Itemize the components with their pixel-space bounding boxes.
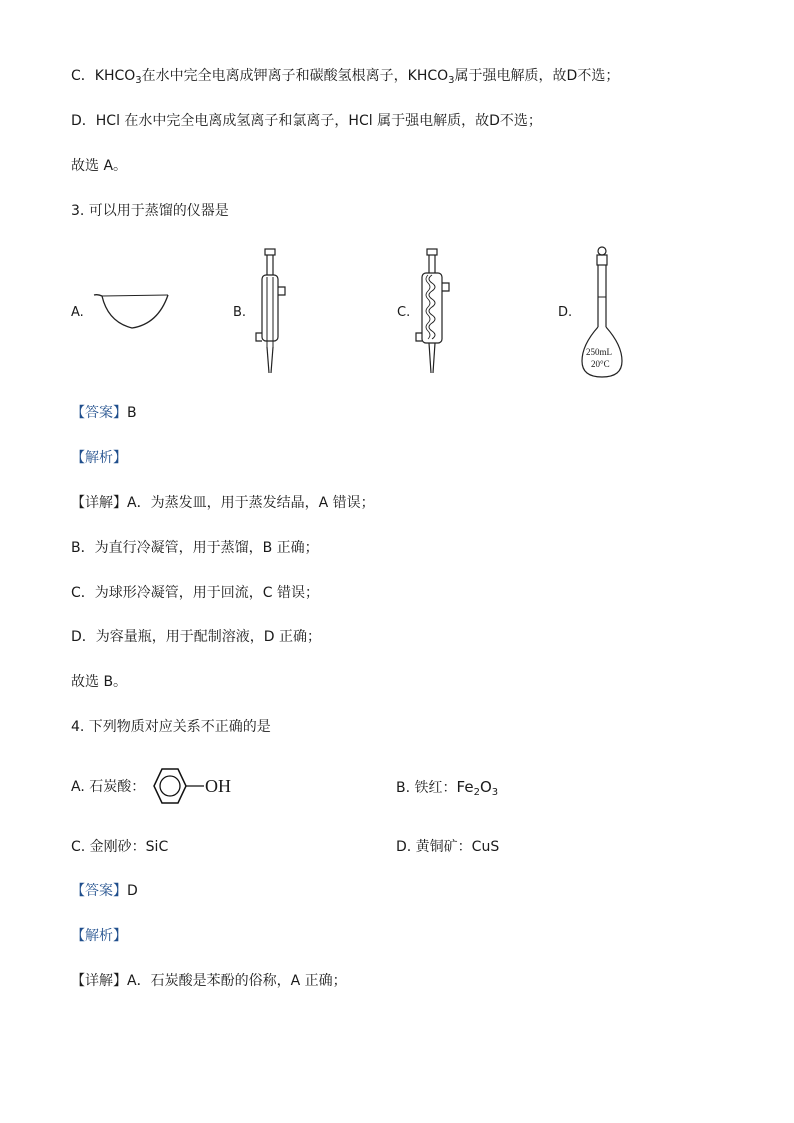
question-3-stem: 3. 可以用于蒸馏的仪器是 bbox=[71, 203, 229, 219]
q3-analysis-tag: 【解析】 bbox=[71, 450, 127, 466]
q3-detail-d: D．为容量瓶，用于配制溶液，D 正确； bbox=[71, 629, 322, 645]
q3-option-b-label: B. bbox=[233, 305, 247, 320]
straight-condenser-figure bbox=[252, 247, 292, 377]
c-option-explanation: C．$KHCO_3$在水中完全电离成钾离子和碳酸氢根离子，$KHCO_3$属于强电解质，故D不选； bbox=[71, 68, 620, 86]
q4-answer bbox=[71, 882, 138, 900]
q4-detail-a: 【详解】A．石炭酸是苯酚的俗称，A 正确； bbox=[71, 973, 347, 989]
answer-value: D bbox=[127, 883, 138, 899]
detail-tag: 【详解】 bbox=[71, 495, 127, 511]
q4-option-c: C. 金刚砂：SiC bbox=[71, 839, 169, 855]
previous-conclusion: 故选 A。 bbox=[71, 158, 128, 174]
detail-tag: 【详解】 bbox=[71, 973, 127, 989]
q3-answer bbox=[71, 404, 137, 422]
flask-volume-label: 250mL bbox=[586, 347, 612, 357]
q4-option-d: D. 黄铜矿：CuS bbox=[396, 839, 500, 855]
q3-conclusion: 故选 B。 bbox=[71, 674, 128, 690]
q3-option-a-label: A. bbox=[71, 305, 84, 320]
answer-tag: 【答案】 bbox=[71, 883, 127, 899]
q4-analysis-tag: 【解析】 bbox=[71, 928, 127, 944]
q3-option-d-label: D. bbox=[558, 305, 573, 320]
phenol-oh-text: OH bbox=[205, 776, 231, 796]
answer-value: B bbox=[127, 405, 137, 421]
q4-option-b: B. 铁红：$Fe_2O_3$ bbox=[396, 778, 499, 798]
bulb-condenser-figure bbox=[414, 247, 454, 377]
q4-option-a: A. 石炭酸： bbox=[71, 779, 146, 795]
q3-detail-a: 【详解】A．为蒸发皿，用于蒸发结晶，A 错误； bbox=[71, 495, 375, 511]
q3-detail-c: C．为球形冷凝管，用于回流，C 错误； bbox=[71, 585, 319, 601]
evaporating-dish-figure bbox=[92, 292, 172, 332]
answer-tag: 【答案】 bbox=[71, 405, 127, 421]
q3-detail-b: B．为直行冷凝管，用于蒸馏，B 正确； bbox=[71, 540, 319, 556]
flask-temperature-label: 20°C bbox=[591, 359, 610, 369]
q3-option-c-label: C. bbox=[397, 305, 411, 320]
d-option-explanation: D．HCl 在水中完全电离成氢离子和氯离子，HCl 属于强电解质，故D不选； bbox=[71, 113, 542, 129]
question-4-stem: 4. 下列物质对应关系不正确的是 bbox=[71, 719, 271, 735]
phenol-structure-figure bbox=[150, 767, 210, 805]
